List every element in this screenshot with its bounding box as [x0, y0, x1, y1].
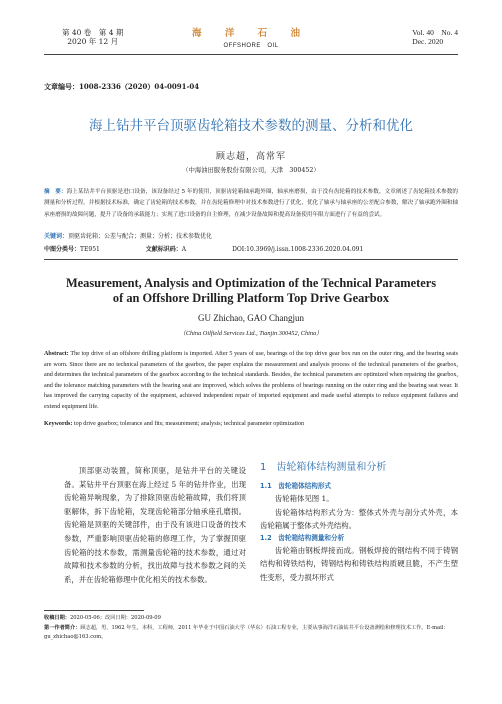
subsection-1-1-text: 齿轮箱体见图 1。	[274, 494, 334, 503]
journal-name-en: OFFSHORE OIL	[223, 43, 279, 49]
affiliation-cn: （中海油田服务股份有限公司，天津 300452）	[182, 167, 320, 174]
clc-label: 中图分类号：	[44, 246, 81, 253]
clc-value: TE951	[80, 246, 100, 253]
abstract-cn-text: 海上某钻井平台顶驱是进口设备，该设备经过 5 年的使用，顶驱齿轮箱轴承跑外圈，轴承座磨损，由于没有齿轮箱的技术参数，文章阐述了齿轮箱技术参数的测量和分析过程，并根据技术标准，确定了齿轮箱的技术参数，并在齿轮箱修理中对技术参数进行了优化，优化了轴承与轴承座的公差配合参数，解决了轴承跑外圈和轴承座磨损的故障问题，提升了设备的承载能力；实现了进口设备的自主修理，在减少设备故障和提高设备使用年限方面进行了有益的尝试。	[44, 189, 458, 218]
header-date-cn: 2020 年 12 月	[67, 37, 119, 46]
subsection-1-2-text: 齿轮箱由钢板焊接而成。钢板焊接的钢结构不同于铸钢结构和铸铁结构，铸钢结构和铸铁结构质硬且脆，不产生塑性变形，受力损坏形式	[260, 545, 458, 582]
footnote-rule	[44, 610, 144, 611]
title-cn: 海上钻井平台顶驱齿轮箱技术参数的测量、分析和优化	[89, 118, 413, 134]
article-number: 文章编号：1008-2336（2020）04-0091-04	[44, 82, 200, 91]
doc-code-value: A	[181, 246, 187, 253]
classification-line	[44, 245, 458, 255]
section-heading-1: 1 齿轮箱体结构测量和分析	[260, 462, 387, 473]
body-right-column	[260, 460, 458, 585]
affiliation-en: （China Oilfield Services Ltd., Tianjin 300452, China）	[179, 330, 323, 337]
keywords-cn	[44, 232, 458, 242]
author-bio-label: 第一作者简介：	[44, 624, 81, 631]
abstract-en	[44, 349, 458, 413]
keywords-cn-label: 关键词：	[44, 233, 69, 240]
keywords-cn-text: 顶驱齿轮箱；公差与配合；测量；分析；技术参数优化	[68, 233, 213, 240]
footnote	[44, 614, 458, 643]
abstract-cn	[44, 187, 458, 221]
abstract-en-text: The top drive of an offshore drilling platform is imported. After 5 years of use, bearings of the top drive gear box run on the outer ring, and the bearing seats are worn. Since there are no technical parameters of the gearbox, the paper explains the measurement and analysis process of the technical parameters of the gearbox, and determines the technical parameters of the gearbox according to the technical standards. Besides, the technical parameters are optimized when repairing the gearbox, and the tolerance matching parameters with the bearing seat are improved, which solves the problems of bearings running on the outer ring and the bearing seat wear. It has improved the carrying capacity of the equipment, achieved independent repair of imported equipment and made useful attempts to reduce equipment failures and extend equipment life.	[44, 351, 458, 410]
running-header	[44, 28, 458, 62]
classification-rule	[44, 259, 458, 260]
journal-name-cn: 海 洋 石 油	[192, 28, 310, 39]
keywords-en	[44, 419, 458, 429]
header-journal	[44, 28, 458, 49]
received-label: 收稿日期：	[44, 615, 70, 621]
header-volume-en: Vol. 40 No. 4	[412, 28, 458, 37]
title-en: Measurement, Analysis and Optimization of the Technical Parameters of an Offshore Drilling Platform Top Drive Gearbox	[65, 276, 437, 305]
keywords-en-text: top drive gearbox; tolerance and fits; measurement; analysis; technical parameter optimization	[72, 421, 305, 427]
received-text: 2020-05-06；改回日期：2020-09-09	[69, 615, 161, 621]
header-volume-cn: 第 40 卷 第 4 期	[62, 28, 124, 37]
body-intro-paragraph: 顶部驱动装置，简称顶驱，是钻井平台的关键设备。某钻井平台顶驱在海上经过 5 年的钻井作业，出现齿轮箱异响现象，为了排除顶驱齿轮箱故障，我们将顶驱解体，拆下齿轮箱，发现齿轮箱部分轴承座孔磨损。齿轮箱是顶驱的关键部件，由于没有该进口设备的技术参数，严重影响顶驱齿轮箱的修理工作，为了掌握顶驱齿轮箱的技术参数，需测量齿轮箱的技术参数，通过对故障和技术参数的分析，找出故障与技术参数之间的关系，并在齿轮箱修理中优化相关的技术参数。	[64, 466, 246, 584]
header-date-en: Dec. 2020	[412, 37, 444, 46]
author-bio-text: 顾志超，男，1962 年生，本科，工程师，2011 年毕业于中国石油大学（华东）石油工程专业，主要从事海洋石油钻井平台设备测绘和修理技术工作。E-mail：gu_zhichao@163.com。	[44, 624, 449, 641]
doi: DOI:10.3969/j.issn.1008-2336.2020.04.091	[232, 246, 364, 253]
header-rule	[44, 54, 458, 55]
footnote-author	[44, 624, 458, 643]
abstract-cn-label: 摘 要：	[44, 189, 67, 195]
authors-cn: 顾志超，高常军	[215, 152, 286, 162]
header-issue-en	[412, 28, 458, 46]
subsection-heading-1-1: 1.1 齿轮箱体结构形式	[260, 482, 332, 490]
subsection-1-1-text-2: 齿轮箱体结构形式分为：整体式外壳与剖分式外壳，本齿轮箱属于整体式外壳结构。	[260, 507, 458, 531]
doc-code-label: 文献标识码：	[145, 246, 182, 253]
abstract-en-label: Abstract:	[44, 351, 69, 357]
subsection-heading-1-2: 1.2 齿轮箱结构测量和分析	[260, 533, 345, 542]
footnote-received	[44, 614, 458, 624]
keywords-en-label: Keywords:	[44, 421, 73, 427]
authors-en: GU Zhichao, GAO Changjun	[198, 313, 304, 323]
